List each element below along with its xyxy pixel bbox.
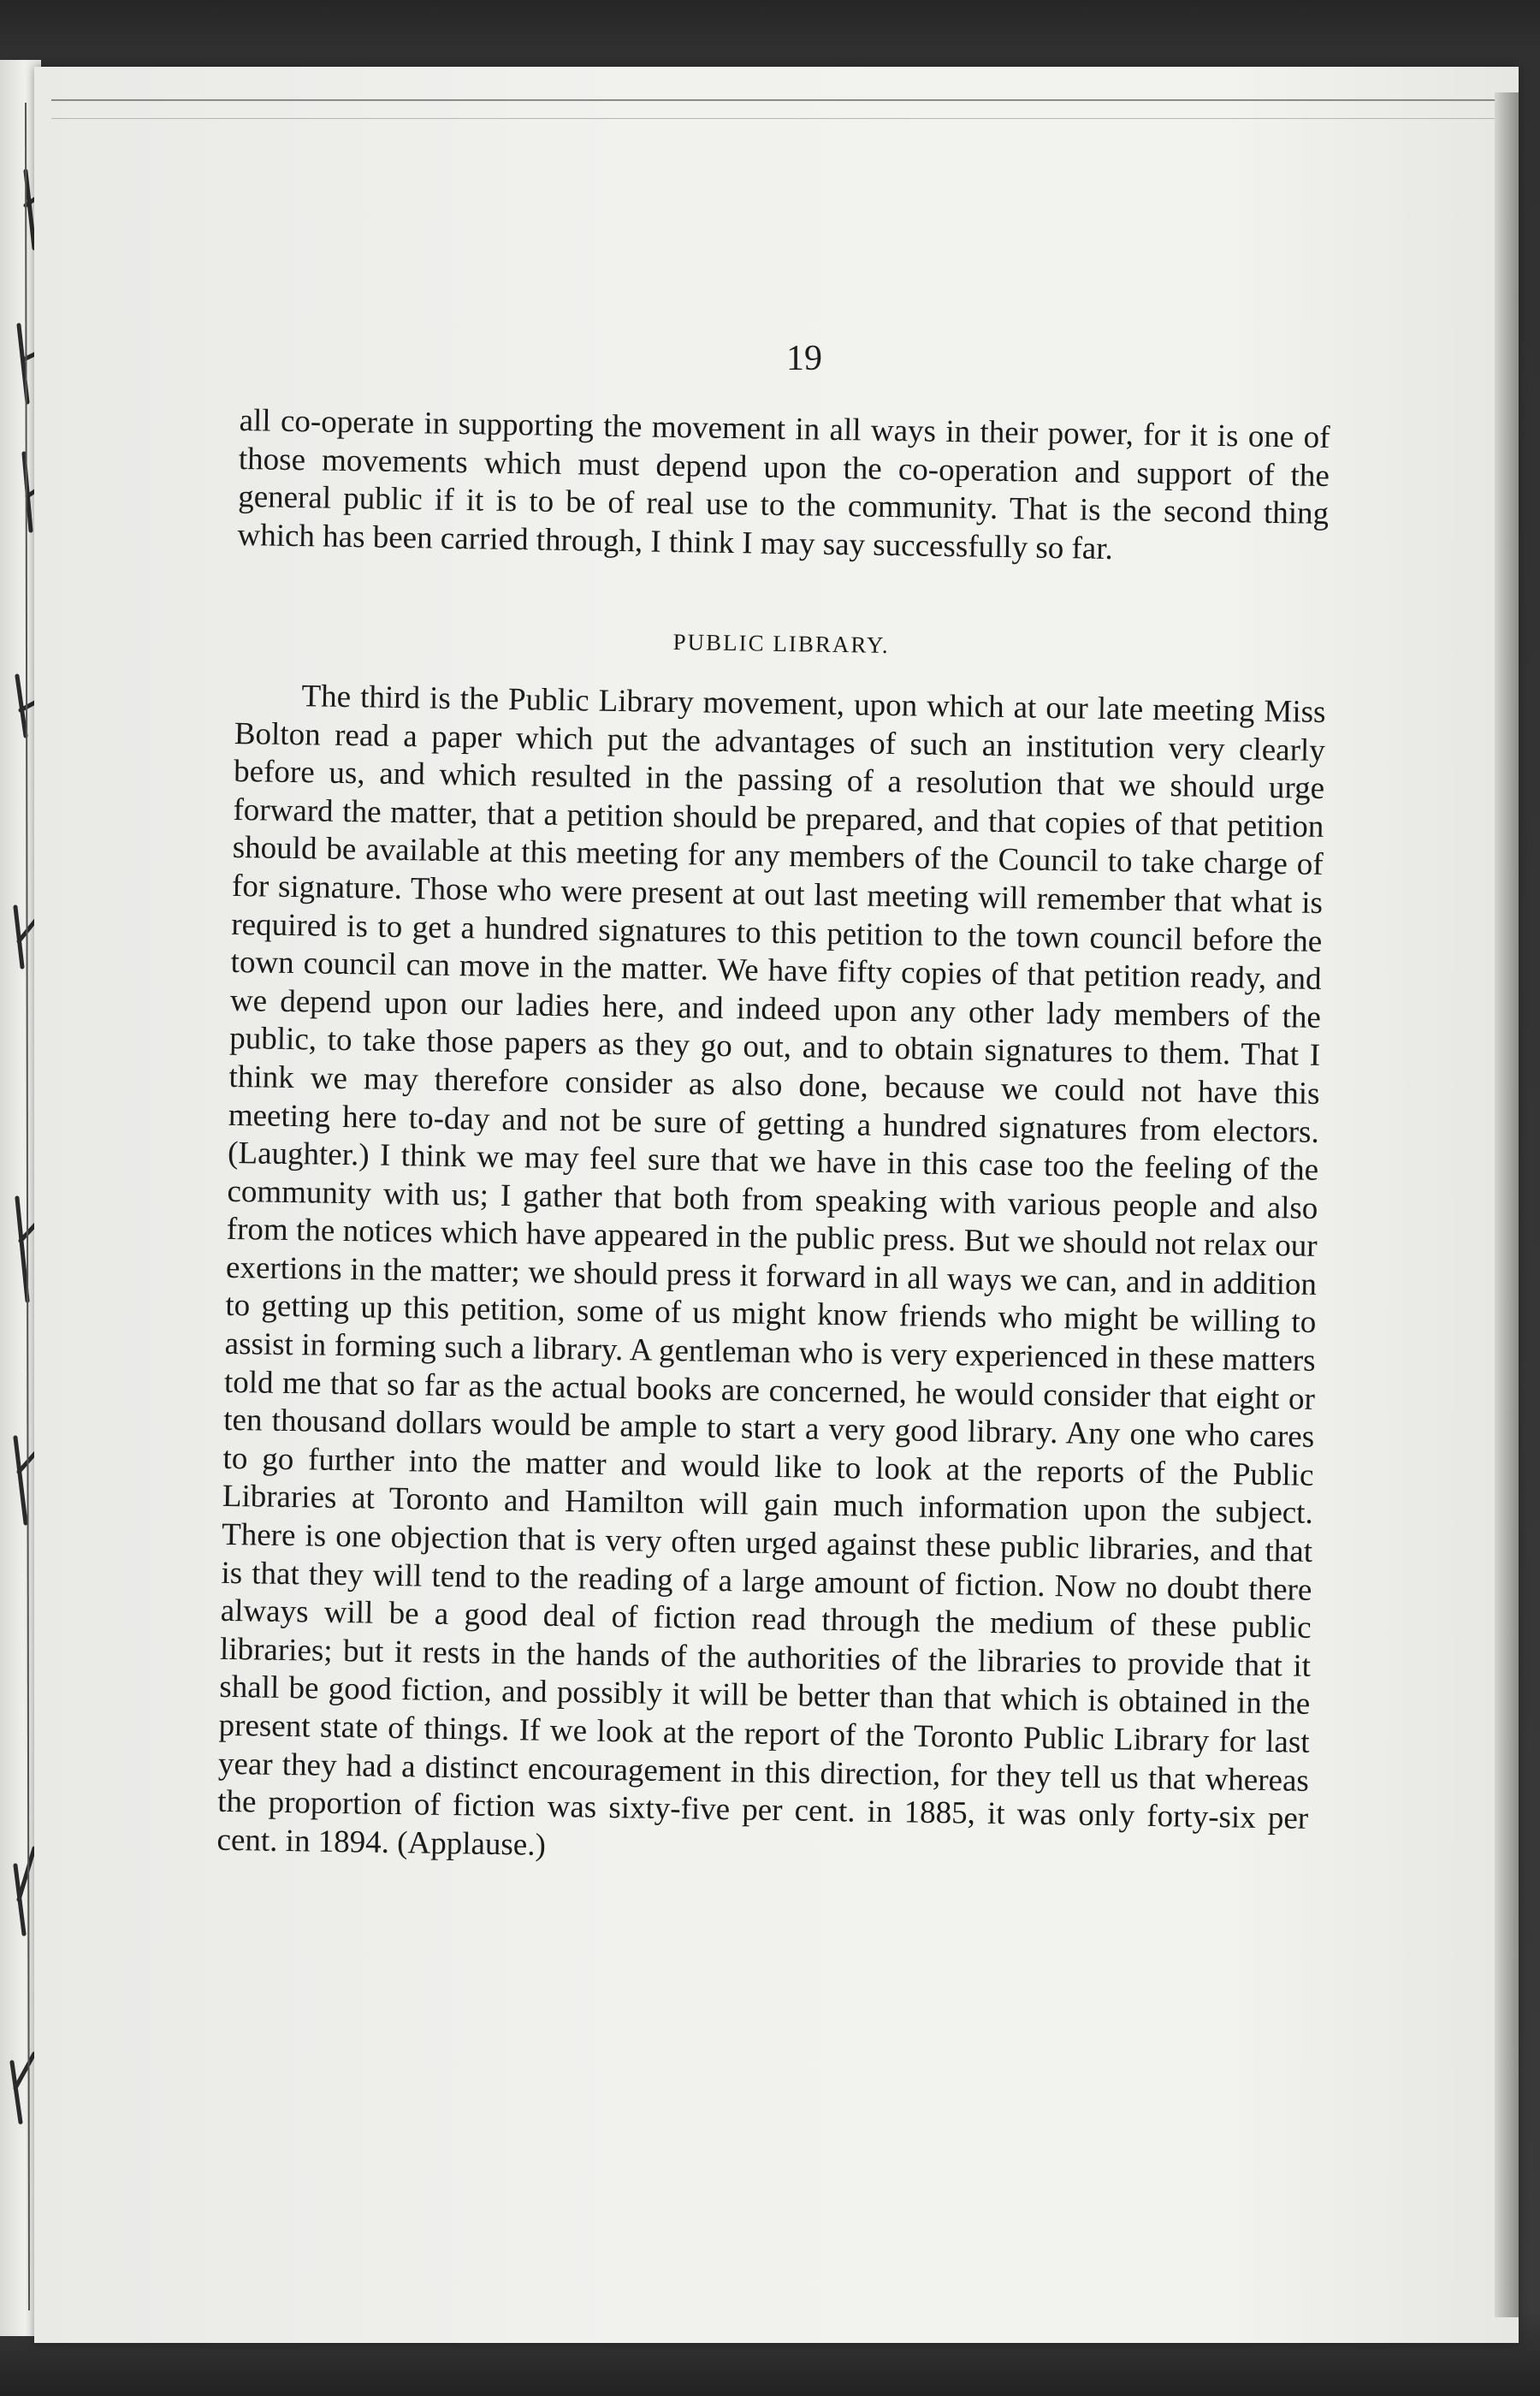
- page-number: 19: [786, 339, 822, 378]
- section-heading: PUBLIC LIBRARY.: [672, 629, 890, 659]
- page-edge-shadow: [1495, 92, 1519, 2317]
- paragraph-public-library: The third is the Public Library movement, upon which at our late meeting Miss Bolton read a paper which put the advantages of such an institution very clearly before us, and which resulted in the passing of a resolution that we should urge forward the matter, that a petition should be prepared, and that copies of that petition should be available at this meeting for any members of the Council to take charge of for signature. Those who were present at out last meeting will remember that what is required is to get a hundred signatures to this petition to the town council before the town council can move in the matter. We have fifty copies of that petition ready, and we depend upon our ladies here, and indeed upon any other lady members of the public, to take those papers as they go out, and to obtain signatures to them. That I think we may therefore consider as also done, because we could not have this meeting here to-day and not be sure of getting a hundred signatures from electors. (Laughter.) I think we may feel sure that we have in this case too the feeling of the community with us; I gather that both from speaking with various people and also from the notices which have appeared in the public press. But we should not relax our exertions in the matter; we should press it forward in all ways we can, and in addition to getting up this petition, some of us might know friends who might be willing to assist in forming such a library. A gentleman who is very experienced in these matters told me that so far as the actual books are concerned, he would consider that eight or ten thousand dollars would be ample to start a very good library. Any one who cares to go further into the matter and would like to look at the reports of the Public Libraries at Toronto and Hamilton will gain much information upon the subject. There is one objection that is very often urged against these public libraries, and that is that they will tend to the reading of a large amount of fiction. Now no doubt there always will be a good deal of fiction read through the medium of these public libraries; but it rests in the hands of the authorities of the libraries to provide that it shall be good fiction, and possibly it will be better than that which is obtained in the present state of things. If we look at the report of the Toronto Public Library for last year they had a distinct encouragement in this direction, for they tell us that whereas the proportion of fiction was sixty-five per cent. in 1885, it was only forty-six per cent. in 1894. (Applause.): [216, 679, 1326, 1863]
- top-rule: [51, 99, 1497, 101]
- top-rule-secondary: [51, 118, 1497, 119]
- page-text: [216, 402, 1330, 1877]
- paragraph-continuation: all co-operate in supporting the movement in all ways in their power, for it is one of those movements which must depend upon the co-operation and support of the general public if it is to be of real use to the community. That is the second thing which has been carried through, I think I may say successfully so far.: [237, 402, 1330, 566]
